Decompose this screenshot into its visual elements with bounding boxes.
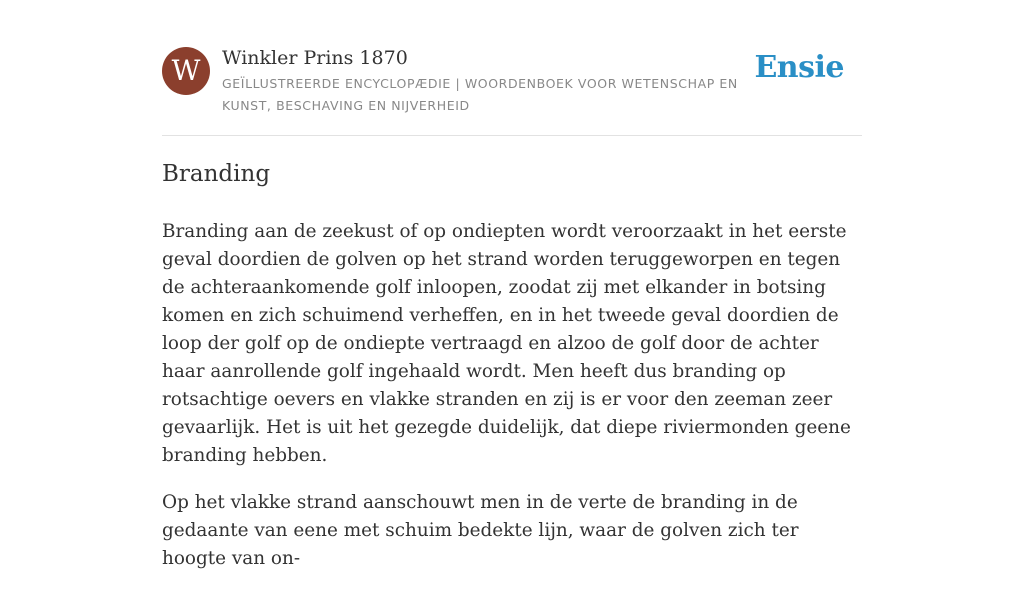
entry-title: Branding — [162, 161, 271, 187]
source-header — [162, 46, 862, 136]
article-paragraph: Branding aan de zeekust of op ondiepten wordt veroorzaakt in het eerste geval doordien de golven op het strand worden teruggeworpen en tegen de achteraankomende golf inloopen, zoodat zij met elkander in botsing komen en zich schuimend verheffen, en in het tweede geval doordien de loop der golf op de ondiepte vertraagd en alzoo de golf door de achter haar aanrollende golf ingehaald wordt. Men heeft dus branding op rotsachtige oevers en vlakke stranden en zij is er voor den zeeman zeer gevaarlijk. Het is uit het gezegde duidelijk, dat diepe riviermonden geene branding hebben. — [162, 221, 851, 466]
source-meta — [222, 46, 762, 117]
article-content — [162, 156, 867, 592]
source-title[interactable]: Winkler Prins 1870 — [222, 47, 408, 69]
article-paragraph: Op het vlakke strand aanschouwt men in de verte de branding in de gedaante van eene met schuim bedekte lijn, waar de golven zich ter hoogte van on- — [162, 492, 799, 569]
source-subtitle: GEÏLLUSTREERDE ENCYCLOPÆDIE | WOORDENBOEK VOOR WETENSCHAP EN KUNST, BESCHAVING EN NIJVERHEID — [222, 76, 738, 113]
source-avatar[interactable]: W — [162, 47, 210, 95]
ensie-logo[interactable]: Ensie — [754, 50, 844, 85]
